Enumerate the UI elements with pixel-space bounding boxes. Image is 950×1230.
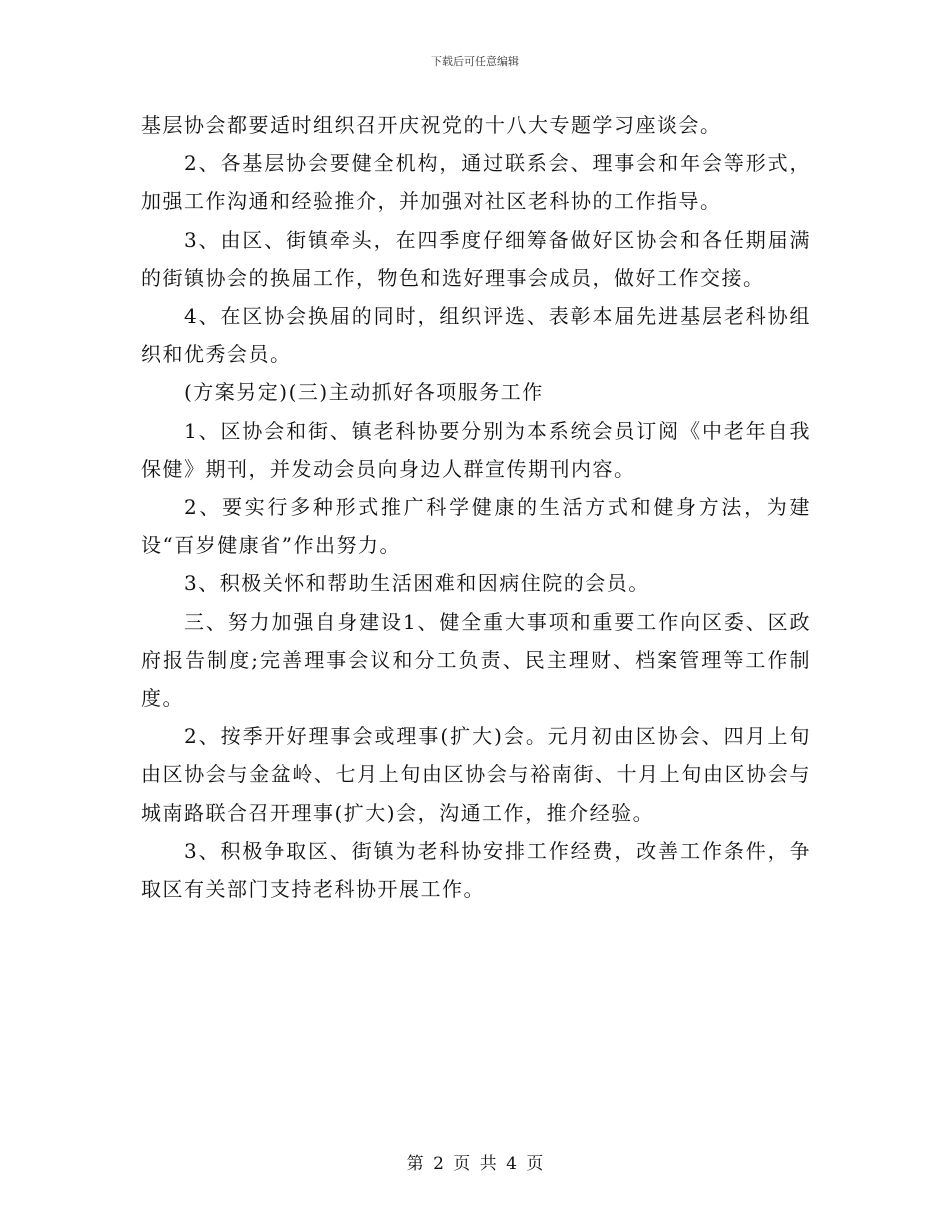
paragraph: 4、在区协会换届的同时，组织评选、表彰本届先进基层老科协组织和优秀会员。 bbox=[141, 304, 811, 367]
paragraph: 3、积极争取区、街镇为老科协安排工作经费，改善工作条件，争取区有关部门支持老科协开展工作。 bbox=[141, 838, 811, 902]
page-number: 第 2 页 共 4 页 bbox=[406, 1154, 544, 1174]
paragraph: 基层协会都要适时组织召开庆祝党的十八大专题学习座谈会。 bbox=[141, 113, 722, 137]
paragraph: 3、由区、街镇牵头，在四季度仔细筹备做好区协会和各任期届满的街镇协会的换届工作，物色和选好理事会成员，做好工作交接。 bbox=[141, 227, 811, 290]
paragraph: 2、按季开好理事会或理事(扩大)会。元月初由区协会、四月上旬由区协会与金盆岭、七月上旬由区协会与裕南街、十月上旬由区协会与城南路联合召开理事(扩大)会，沟通工作，推介经验。 bbox=[141, 724, 811, 825]
paragraph: 3、积极关怀和帮助生活困难和因病住院的会员。 bbox=[184, 571, 650, 596]
section-heading: (方案另定)(三)主动抓好各项服务工作 bbox=[184, 380, 544, 405]
paragraph: 2、各基层协会要健全机构，通过联系会、理事会和年会等形式，加强工作沟通和经验推介，并加强对社区老科协的工作指导。 bbox=[141, 151, 811, 214]
page-header-note: 下载后可任意编辑 bbox=[431, 55, 519, 68]
paragraph: 三、努力加强自身建设1、健全重大事项和重要工作向区委、区政府报告制度;完善理事会议和分工负责、民主理财、档案管理等工作制度。 bbox=[141, 609, 811, 711]
paragraph: 1、区协会和街、镇老科协要分别为本系统会员订阅《中老年自我保健》期刊，并发动会员向身边人群宣传期刊内容。 bbox=[141, 418, 811, 481]
paragraph: 2、要实行多种形式推广科学健康的生活方式和健身方法，为建设“百岁健康省”作出努力。 bbox=[141, 495, 811, 558]
document-body bbox=[141, 106, 811, 908]
